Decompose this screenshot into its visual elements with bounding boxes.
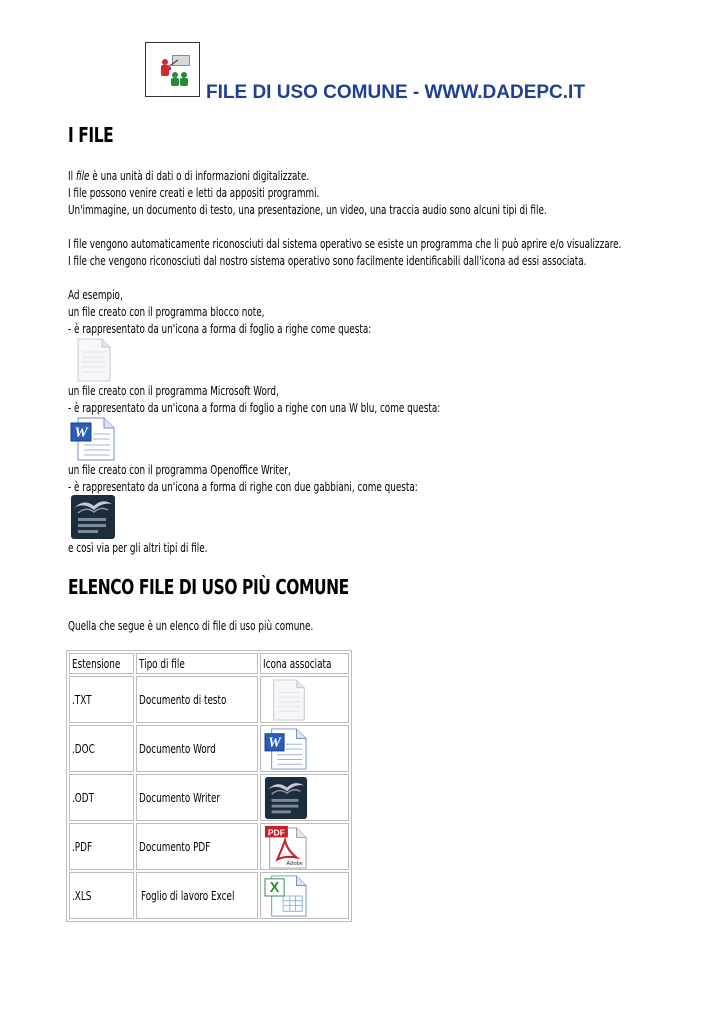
paragraph-line: I file che vengono riconosciuti dal nostro sistema operativo sono facilmente identificabili dall'icona ad essi associata.: [68, 254, 587, 268]
extension-cell: [69, 725, 134, 772]
table-row: [69, 872, 349, 919]
word-letter: W: [268, 734, 281, 751]
definition-pre: Il: [68, 169, 76, 183]
pdf-file-icon: [263, 825, 309, 869]
paragraph-line: I file possono venire creati e letti da appositi programmi.: [68, 186, 320, 200]
table-row: [69, 725, 349, 772]
writer-file-icon: [263, 776, 309, 820]
table-row: [69, 774, 349, 821]
extension-cell: [69, 774, 134, 821]
type-text: Documento di testo: [138, 692, 227, 707]
type-cell: [136, 872, 258, 919]
excel-letter: X: [269, 879, 280, 896]
extension-text: .ODT: [72, 790, 95, 805]
icon-cell: [260, 676, 349, 723]
section-title-i-file: I FILE: [68, 123, 114, 147]
extension-text: .DOC: [72, 741, 95, 756]
icon-cell: [260, 725, 349, 772]
type-cell: [136, 676, 258, 723]
definition-term: file: [75, 169, 90, 183]
text-file-icon: [76, 338, 112, 382]
type-text: Foglio di lavoro Excel: [140, 888, 235, 903]
teacher-students-icon: [146, 43, 199, 96]
excel-file-icon: [263, 875, 309, 917]
site-logo: [145, 42, 200, 97]
type-cell: [136, 774, 258, 821]
word-letter: W: [74, 425, 88, 441]
extension-text: .PDF: [72, 839, 93, 854]
type-text: Documento PDF: [138, 839, 211, 854]
table-row: [69, 823, 349, 870]
type-text: Documento Writer: [138, 790, 220, 805]
writer-file-icon: [70, 494, 116, 540]
type-text: Documento Word: [138, 741, 216, 756]
paragraph-line: I file vengono automaticamente riconosciuti dal sistema operativo se esiste un programma che li può aprire e/o visualizzare.: [68, 237, 622, 251]
type-cell: [136, 725, 258, 772]
section-title-elenco: ELENCO FILE DI USO PIÙ COMUNE: [68, 575, 349, 599]
text-file-icon: [271, 679, 307, 721]
column-header: [260, 653, 349, 674]
paragraph-line: - è rappresentato da un'icona a forma di righe con due gabbiani, come questa:: [68, 480, 418, 494]
column-header: [69, 653, 134, 674]
definition-line: [68, 168, 309, 185]
header-label: Icona associata: [262, 656, 332, 671]
type-cell: [136, 823, 258, 870]
paragraph-line: un file creato con il programma blocco note,: [68, 305, 265, 319]
icon-cell: [260, 774, 349, 821]
extension-cell: [69, 872, 134, 919]
paragraph-line: Ad esempio,: [68, 288, 123, 302]
icon-cell: [260, 872, 349, 919]
document-header: FILE DI USO COMUNE - WWW.DADEPC.IT: [206, 82, 585, 103]
header-label: Estensione: [72, 656, 121, 671]
paragraph-line: Quella che segue è un elenco di file di uso più comune.: [68, 619, 314, 633]
extension-cell: [69, 823, 134, 870]
pdf-label: PDF: [267, 827, 285, 838]
extension-cell: [69, 676, 134, 723]
paragraph-line: - è rappresentato da un'icona a forma di foglio a righe come questa:: [68, 322, 372, 336]
file-types-table: [66, 650, 352, 922]
paragraph-line: Un'immagine, un documento di testo, una presentazione, un video, una traccia audio sono alcuni tipi di file.: [68, 203, 547, 217]
paragraph-line: un file creato con il programma Openoffice Writer,: [68, 463, 291, 477]
adobe-label: Adobe: [286, 860, 303, 867]
paragraph-line: e così via per gli altri tipi di file.: [68, 541, 208, 555]
icon-cell: [260, 823, 349, 870]
extension-text: .XLS: [72, 888, 92, 903]
table-row: [69, 676, 349, 723]
word-file-icon: [263, 728, 309, 770]
extension-text: .TXT: [72, 692, 92, 707]
header-label: Tipo di file: [138, 656, 185, 671]
definition-post: è una unità di dati o di informazioni digitalizzate.: [89, 169, 310, 183]
column-header: [136, 653, 258, 674]
paragraph-line: un file creato con il programma Microsoft Word,: [68, 384, 279, 398]
word-file-icon: [70, 417, 116, 461]
paragraph-line: - è rappresentato da un'icona a forma di foglio a righe con una W blu, come questa:: [68, 401, 441, 415]
table-header-row: [69, 653, 349, 674]
